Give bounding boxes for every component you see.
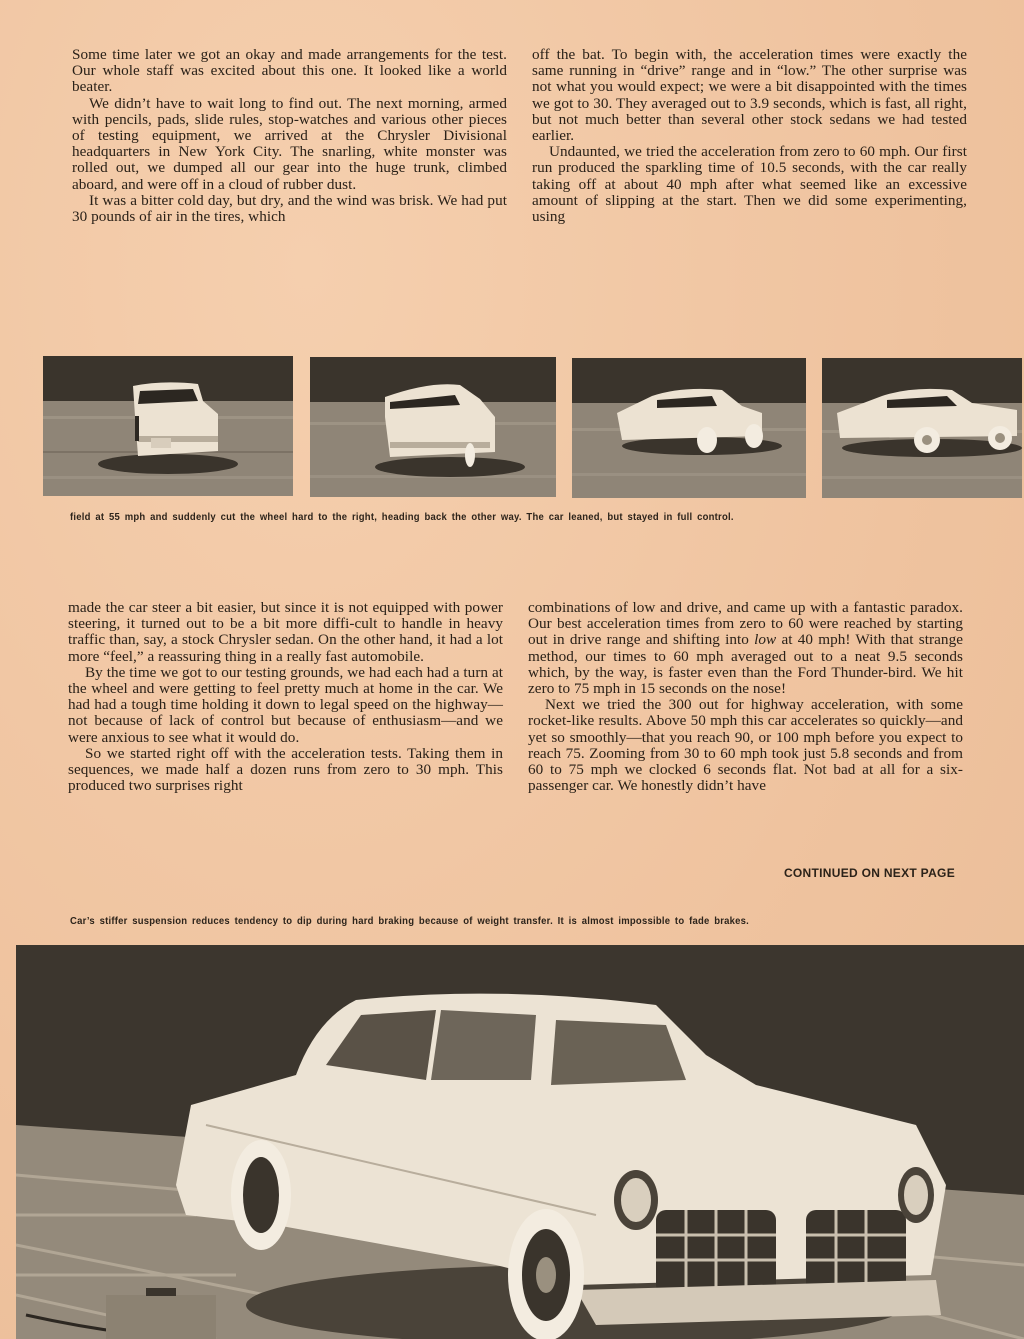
paragraph: made the car steer a bit easier, but since it is not equipped with power steering, it turned out to be a bit more diffi-cult to handle in heavy traffic than, say, a stock Chrysler sedan. On the other hand, it had a lot more “feel,” a reassuring thing in a really fast automobile. xyxy=(68,599,503,665)
braking-photo-caption: Car’s stiffer suspension reduces tendency to dip during hard braking because of weight transfer. It is almost impossible to fade brakes. xyxy=(70,916,750,927)
text-run: combinations of low and drive, and came up with a fantastic paradox. Our best acceleration times from zero to 60 were reached by starting out in drive range and shifting into xyxy=(528,599,963,649)
paragraph: We didn’t have to wait long to find out. The next morning, armed with pencils, pads, slide rules, stop-watches and various other pieces of testing equipment, we arrived at the Chrysler Divisional headquarters in New York City. The snarling, white monster was rolled out, we dumped all our gear into the huge trunk, climbed aboard, and were off in a cloud of rubber dust. xyxy=(72,94,507,193)
article-column-3 xyxy=(68,600,503,794)
paragraph xyxy=(528,600,963,697)
car-braking-photo xyxy=(16,945,1024,1339)
paragraph: So we started right off with the acceleration tests. Taking them in sequences, we made half a dozen runs from zero to 30 mph. This produced two surprises right xyxy=(68,744,503,795)
paragraph: off the bat. To begin with, the acceleration times were exactly the same running in “drive” range and in “low.” The other surprise was not what you would expect; we were a bit disappointed with the times we got to 30. They averaged out to 3.9 seconds, which is fast, all right, but not much better than several other stock sedans we had tested earlier. xyxy=(532,46,967,145)
italic-text: low xyxy=(754,631,777,649)
sequence-photo-1 xyxy=(43,356,293,496)
paragraph: It was a bitter cold day, but dry, and the wind was brisk. We had put 30 pounds of air in the tires, which xyxy=(72,191,507,226)
continued-on-next-page: CONTINUED ON NEXT PAGE xyxy=(783,866,955,880)
sequence-photo-3 xyxy=(572,358,806,498)
paragraph: Undaunted, we tried the acceleration from zero to 60 mph. Our first run produced the sparkling time of 10.5 seconds, with the car really taking off at about 40 mph after what seemed like an excessive amount of slipping at the start. Then we did some experimenting, using xyxy=(532,143,967,226)
sequence-photo-4 xyxy=(822,358,1022,498)
photo-sequence-caption: field at 55 mph and suddenly cut the wheel hard to the right, heading back the other way. The car leaned, but stayed in full control. xyxy=(70,512,734,523)
sequence-photo-2 xyxy=(310,357,556,497)
article-column-2 xyxy=(532,47,967,225)
article-column-1 xyxy=(72,47,507,225)
paragraph: By the time we got to our testing grounds, we had each had a turn at the wheel and were getting to feel pretty much at home in the car. We had had a tough time holding it down to legal speed on the highway—not because of lack of control but because of enthusiasm—and we were anxious to see what it would do. xyxy=(68,663,503,746)
text-run: at 40 mph! With that strange method, our times to 60 mph averaged out to a neat 9.5 seconds which, by the way, is faster even than the Ford Thunder-bird. We hit zero to 75 mph in 15 seconds on the nose! xyxy=(528,631,964,698)
paragraph: Some time later we got an okay and made arrangements for the test. Our whole staff was excited about this one. It looked like a world beater. xyxy=(72,46,507,96)
article-column-4 xyxy=(528,600,963,794)
paragraph: Next we tried the 300 out for highway acceleration, with some rocket-like results. Above 50 mph this car accelerates so quickly—and yet so smoothly—that you reach 90, or 100 mph before you expect to reach 75. Zooming from 30 to 60 mph took just 5.8 seconds and from 60 to 75 mph we clocked 6 seconds flat. Not bad at all for a six-passenger car. We honestly didn’t have xyxy=(528,696,963,795)
